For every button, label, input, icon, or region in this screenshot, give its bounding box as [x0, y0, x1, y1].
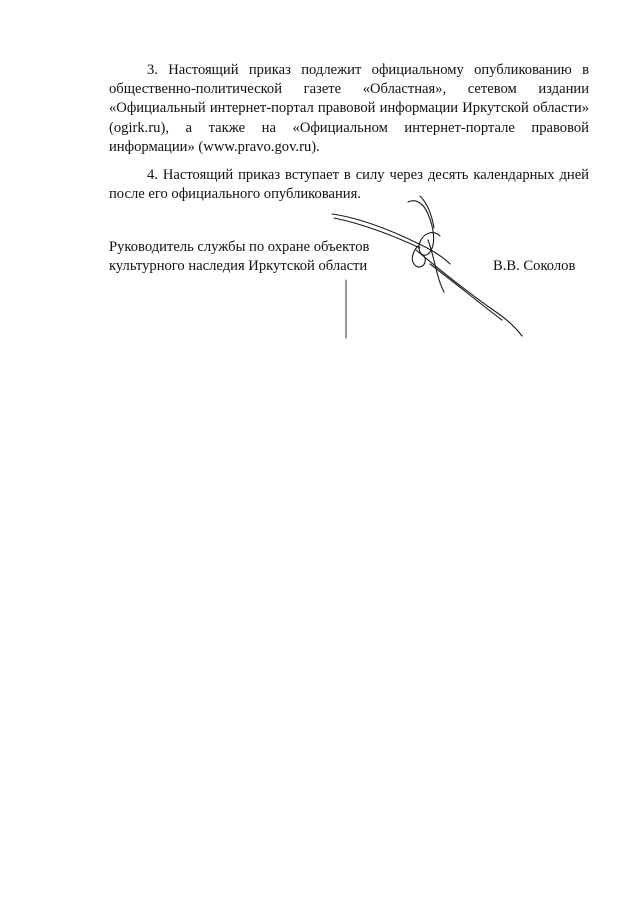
signer-position-line-2: культурного наследия Иркутской области	[109, 258, 368, 274]
paragraph-3: 3. Настоящий приказ подлежит официальному опубликованию в общественно-политической газете «Областная», сетевом издании «Официальный интернет-портал правовой информации Иркутской области» (ogirk.ru), а также на «Официальном интернет-портале правовой информации» (www.pravo.gov.ru).	[109, 62, 589, 155]
signer-position-line-1: Руководитель службы по охране объектов	[109, 239, 370, 255]
paragraph-4: 4. Настоящий приказ вступает в силу через десять календарных дней после его официального опубликования.	[109, 167, 589, 203]
signer-name: В.В. Соколов	[493, 258, 576, 274]
